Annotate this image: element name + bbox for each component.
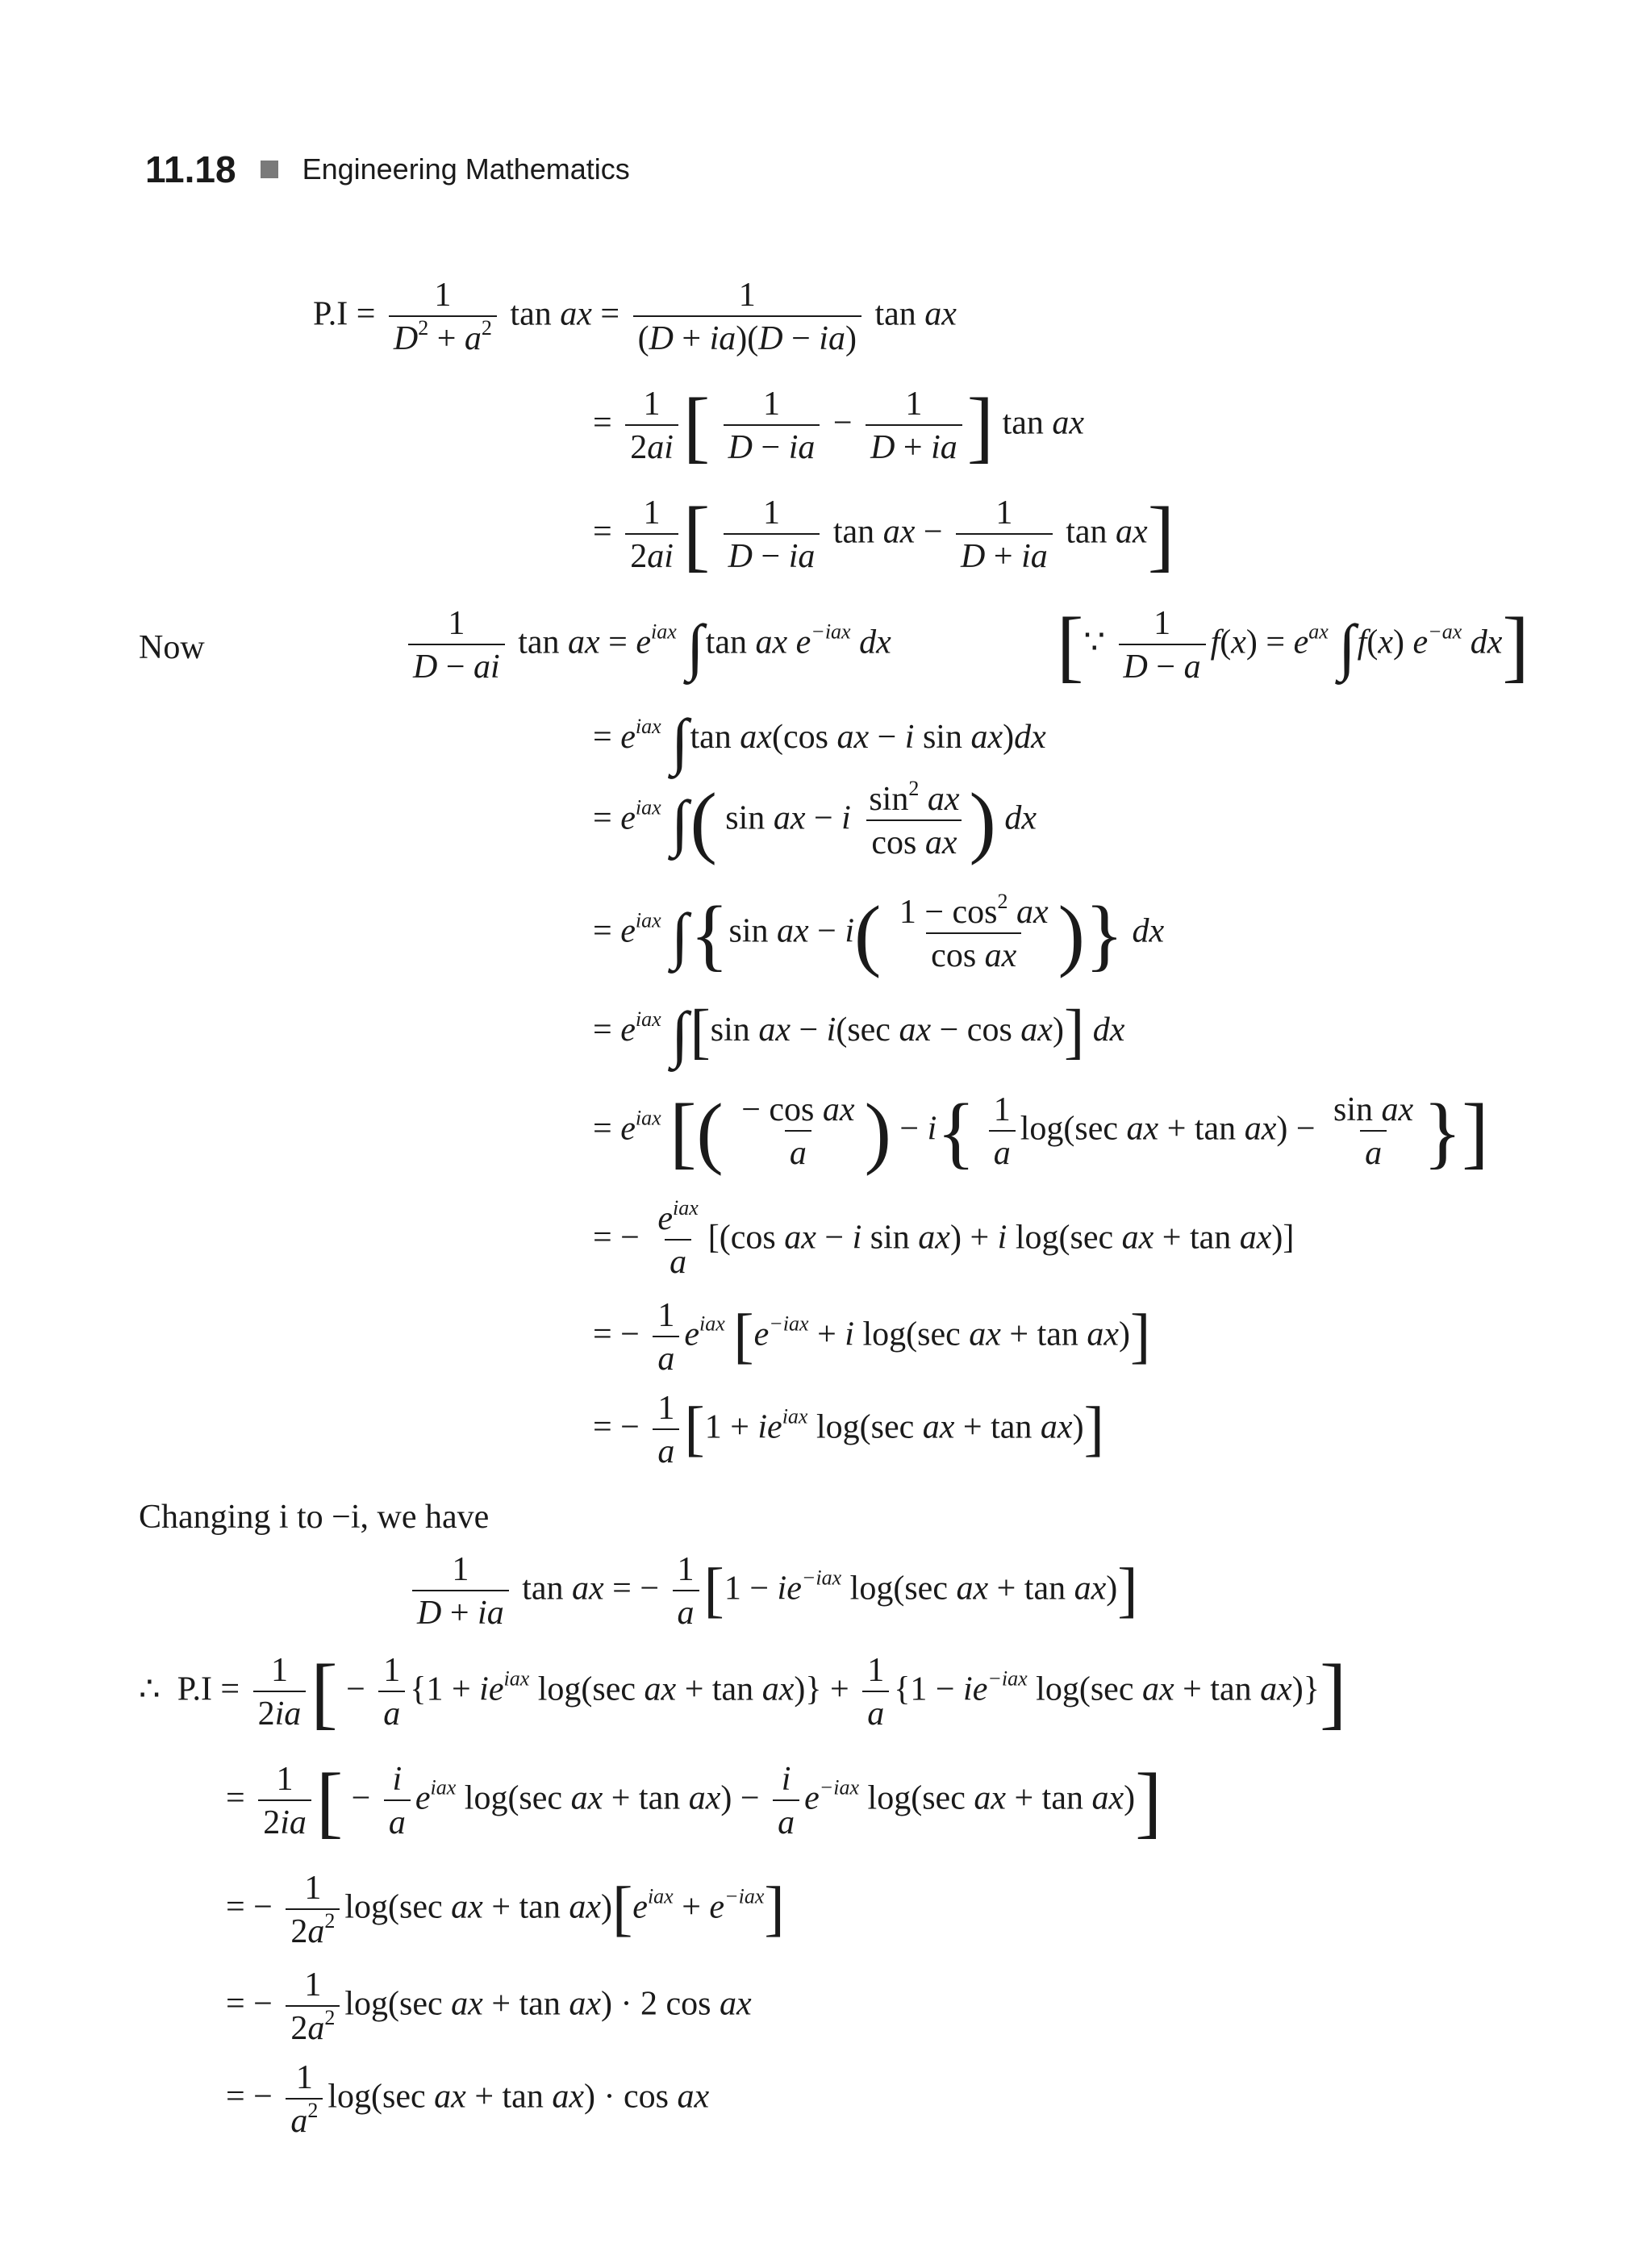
page-header (145, 145, 630, 194)
math-line-factor-out: = − $\frac{e^{iax}}{a}$ [(cos ax − i sin ax) + i log(sec ax + tan ax)] (593, 1196, 1295, 1281)
math-line-two-cos: = − $\frac{1}{2a^2}$ log(sec ax + tan ax) · 2 cos ax (226, 1966, 752, 2047)
therefore-symbol: ∴ (139, 1670, 161, 1708)
math-line-simplify-i: = $\frac{1}{2ia}$ [ − $\frac{i}{a}$ $e^{iax}$ log(sec ax + tan ax) − $\frac{i}{a}$ $e^{-iax}$ log(sec ax + tan ax)] (226, 1756, 1162, 1846)
math-line-partial-fractions: = $\frac{1}{2ai}$ [ $\frac{1}{D - ia}$ − $\frac{1}{D + ia}$ ] tan ax (593, 381, 1085, 471)
math-line-exp-sum: = − $\frac{1}{2a^2}$ log(sec ax + $\tan ax)[e^{iax} + e^{-iax}]$ (226, 1870, 785, 1950)
math-line-integrated: = $e^{iax}$ [( $\frac{\text{− cos ax}}{a}$ ) − i{ $\frac{1}{a}$ log(sec ax + tan ax) − $\frac{\text{sin ax}}{a}$ }] (593, 1086, 1489, 1177)
math-line-exp-form: = − $\frac{1}{a}$ $e^{iax}$ [$e^{-iax} + i$ log(sec ax + tan ax)] (593, 1297, 1151, 1378)
math-line-cos-sin: = $e^{iax}$ ∫tan ax(cos ax − i sin ax)dx (593, 706, 1046, 776)
square-bullet-icon (261, 161, 278, 178)
math-line-split: = $\frac{1}{2ai}$ [ $\frac{1}{D - ia}$ tan ax − $\frac{1}{D + ia}$ tan ax] (593, 490, 1175, 580)
book-title: Engineering Mathematics (302, 152, 630, 186)
math-line-final: = − $\frac{1}{a^2}$ log(sec ax + tan ax) · cos ax (226, 2059, 710, 2140)
math-line-plus-ia: $\frac{1}{D + ia}$ tan ax = − $\frac{1}{a}$ [$1 - ie^{-iax}$ log(sec ax + tan ax)] (407, 1553, 1138, 1630)
math-line-sin-sq: = $e^{iax}$ ∫( sin ax − i $\frac{\sin^2 ax}{\text{cos ax}}$ ) dx (593, 776, 1037, 866)
math-line-pi-definition: P.I = $\frac{1}{D^2 + a^2}$ tan ax = $\frac{1}{(D + ia)(D - ia)}$ tan ax (313, 277, 957, 357)
math-line-sec: = $e^{iax}$ ∫[sin ax − i(sec ax − cos ax)] dx (593, 998, 1125, 1069)
math-line-therefore-pi: ∴ P.I = $\frac{1}{2ia}$ [ − $\frac{1}{a}$ {$1 + ie^{iax}$ log(sec ax + tan ax)} + $\frac{1}{a}$ {$1 - ie^{-iax}$ log(sec ax + tan ax)}] (139, 1647, 1347, 1737)
changing-text: Changing i to −i, we have (139, 1499, 490, 1536)
page-number: 11.18 (145, 148, 236, 190)
math-note-because: [∵ $\frac{1}{D - a}$ $f(x) = e^{ax}$ ∫f(x) $e^{-ax}$ dx] (1057, 600, 1529, 690)
math-line-result-minus: = − $\frac{1}{a}$ [$1 + ie^{iax}$ log(sec ax + tan ax)] (593, 1390, 1104, 1470)
now-label: Now (139, 629, 205, 666)
math-line-now-operator: $\frac{1}{D - ai}$ tan ax = $e^{iax}$ ∫tan ax $e^{-iax}$ dx (403, 607, 891, 684)
math-line-one-minus-cos-sq: = $e^{iax}$ ∫{sin ax − i( $\frac{1 - \cos^2 ax}{\text{cos ax}}$ )} dx (593, 889, 1165, 979)
